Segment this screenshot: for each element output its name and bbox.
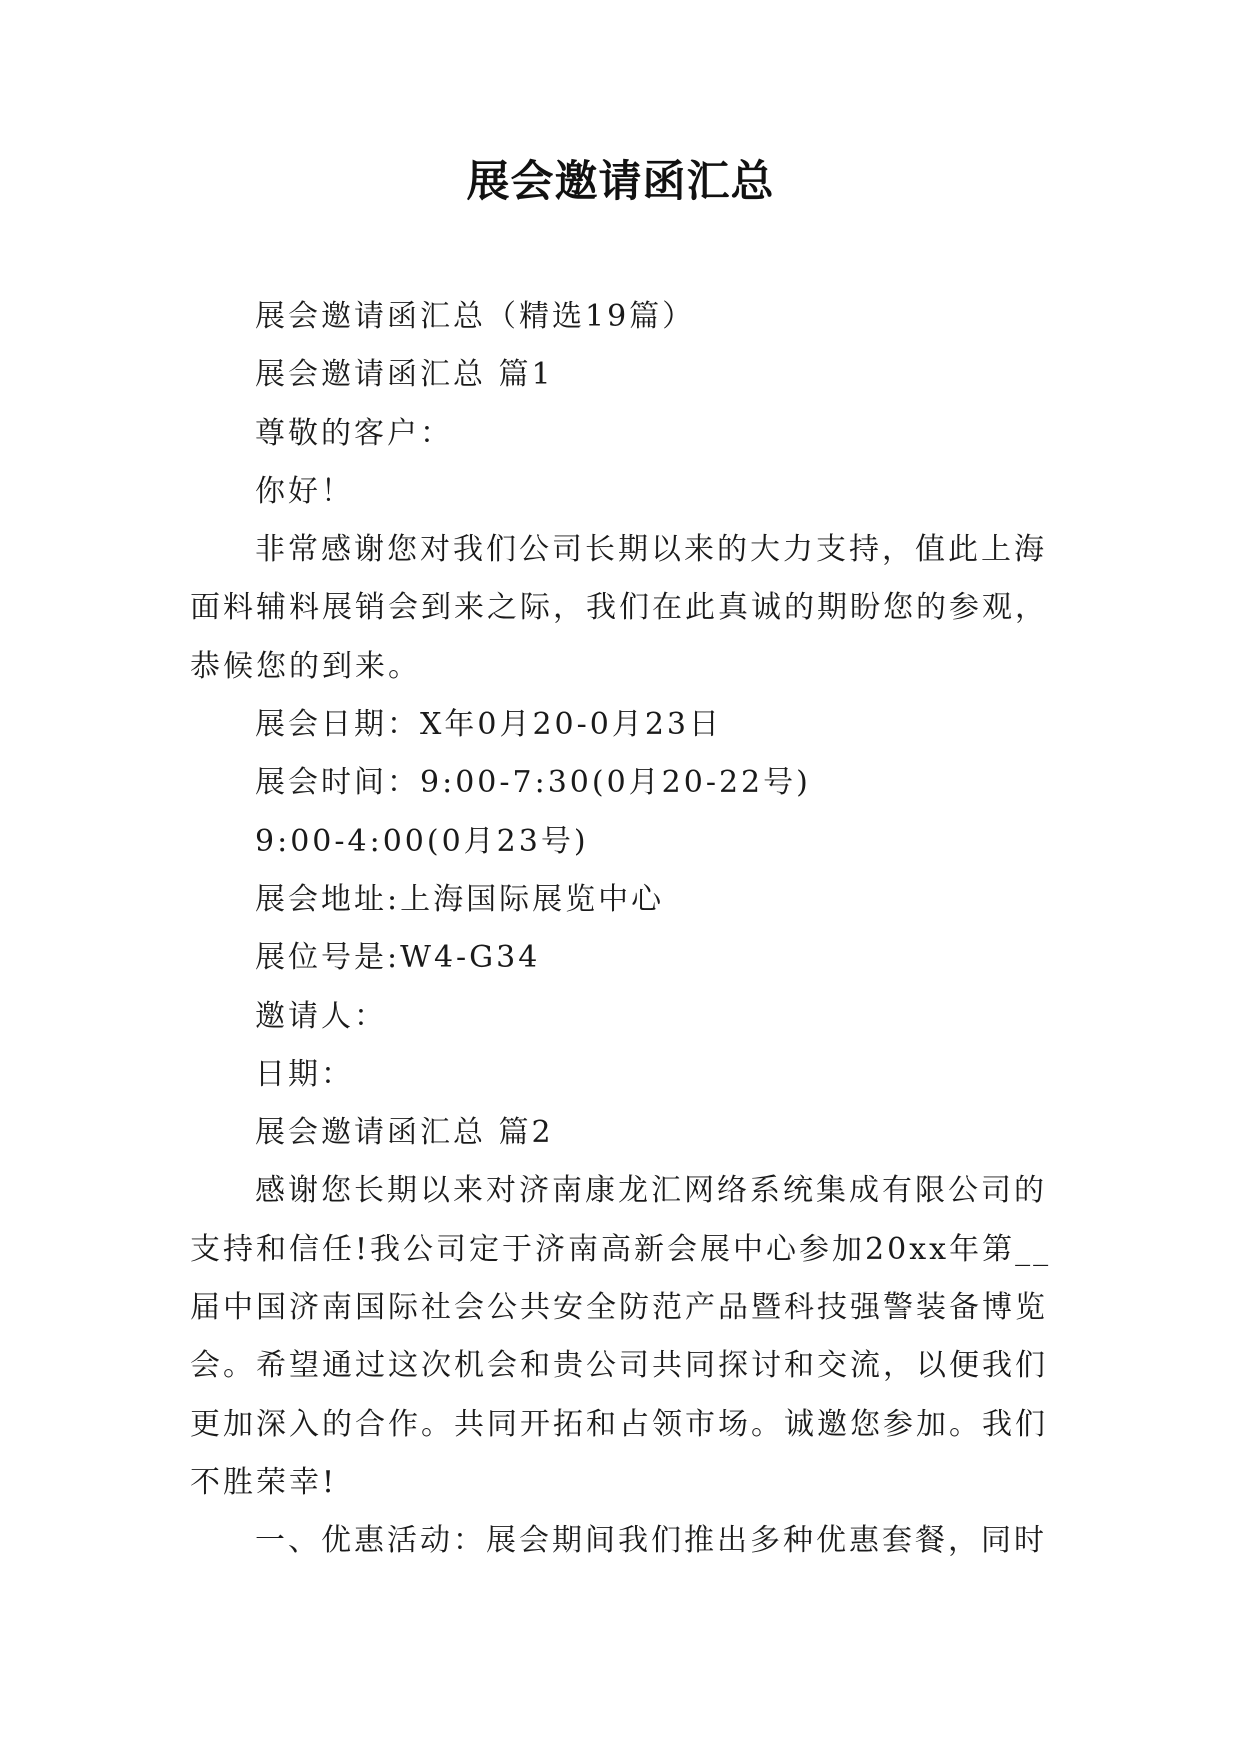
letter-body-paragraph: 感谢您长期以来对济南康龙汇网络系统集成有限公司的支持和信任!我公司定于济南高新会展中心参加20xx年第__届中国济南国际社会公共安全防范产品暨科技强警装备博览会。希望通过这次机会和贵公司共同探讨和交流，以便我们更加深入的合作。共同开拓和占领市场。诚邀您参加。我们不胜荣幸! [190,1173,1052,1500]
exhibition-time-last-day: 9:00-4:00(0月23号) [255,823,589,859]
exhibition-time: 展会时间：9:00-7:30(0月20-22号) [255,765,811,801]
section-heading-2: 展会邀请函汇总 篇2 [255,1115,554,1151]
greeting: 你好！ [255,473,354,509]
subtitle-paragraph: 展会邀请函汇总（精选19篇） [255,299,696,334]
date-line: 日期： [255,1056,354,1092]
invitation-paragraph: 非常感谢您对我们公司长期以来的大力支持，值此上海面料辅料展销会到来之际，我们在此真诚的期盼您的参观，恭候您的到来。 [190,532,1048,684]
section-heading-1: 展会邀请函汇总 篇1 [255,357,554,393]
salutation: 尊敬的客户： [255,415,453,451]
booth-number: 展位号是:W4-G34 [255,940,541,976]
inviter: 邀请人： [255,998,387,1034]
exhibition-address: 展会地址:上海国际展览中心 [255,881,665,917]
document-title: 展会邀请函汇总 [466,157,775,207]
exhibition-date: 展会日期：X年0月20-0月23日 [255,707,723,743]
promotion-paragraph: 一、优惠活动：展会期间我们推出多种优惠套餐，同时 [255,1523,1047,1559]
document-body [190,288,1070,1571]
